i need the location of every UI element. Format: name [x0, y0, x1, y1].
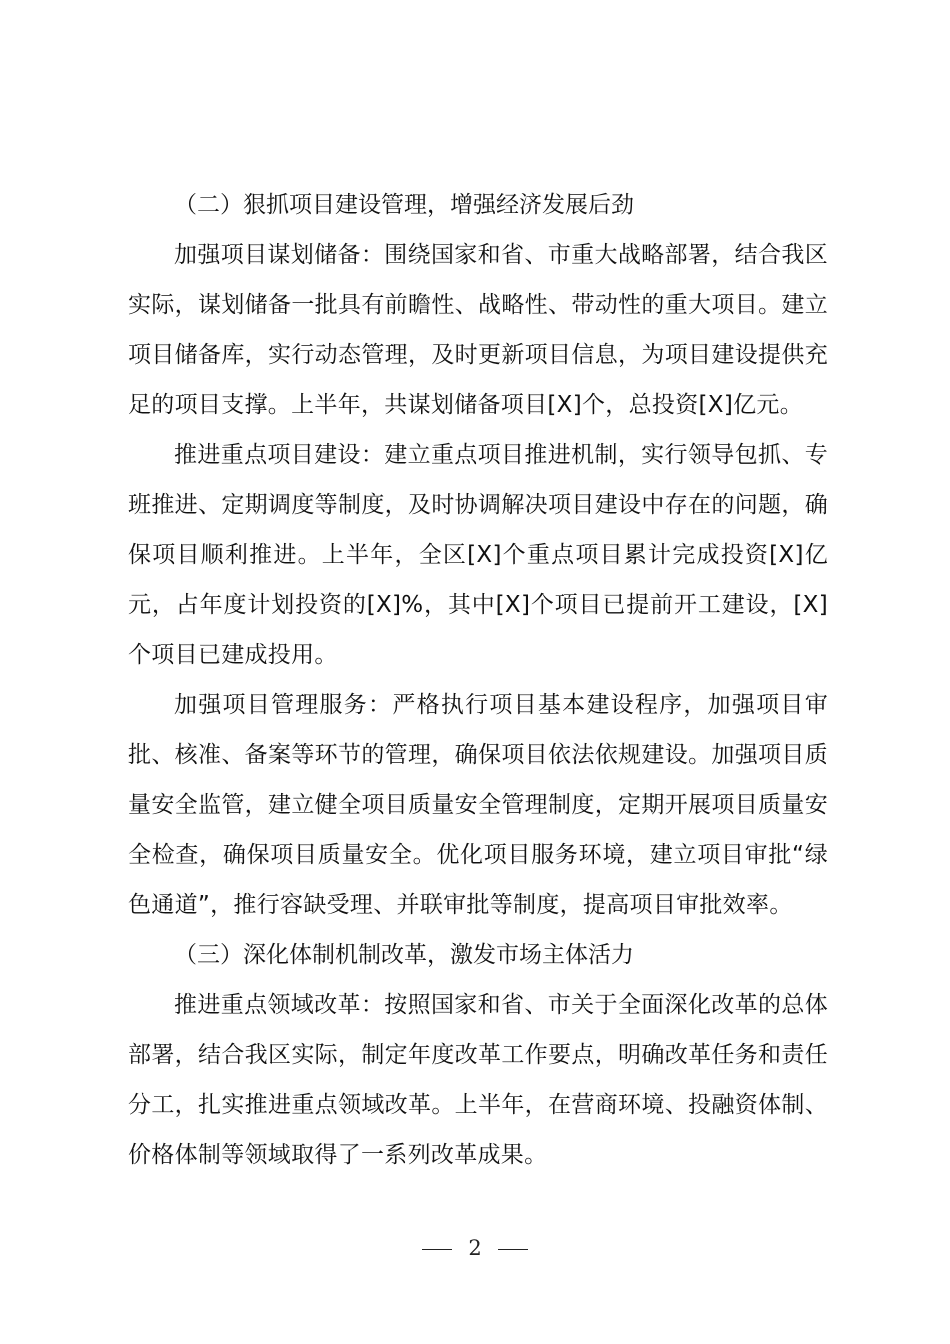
paragraph-project-planning: 加强项目谋划储备：围绕国家和省、市重大战略部署，结合我区实际，谋划储备一批具有前瞻性、战略性、带动性的重大项目。建立项目储备库，实行动态管理，及时更新项目信息，为项目建设提供充足的项目支撑。上半年，共谋划储备项目[X]个，总投资[X]亿元。 — [128, 242, 828, 418]
page-number: 2 — [468, 1236, 482, 1260]
paragraph-project-management: 加强项目管理服务：严格执行项目基本建设程序，加强项目审批、核准、备案等环节的管理，确保项目依法依规建设。加强项目质量安全监管，建立健全项目质量安全管理制度，定期开展项目质量安全检查，确保项目质量安全。优化项目服务环境，建立项目审批“绿色通道”，推行容缺受理、并联审批等制度，提高项目审批效率。 — [128, 692, 828, 918]
paragraph-key-reform: 推进重点领域改革：按照国家和省、市关于全面深化改革的总体部署，结合我区实际，制定年度改革工作要点，明确改革任务和责任分工，扎实推进重点领域改革。上半年，在营商环境、投融资体制、价格体制等领域取得了一系列改革成果。 — [128, 992, 828, 1168]
section-heading-3: （三）深化体制机制改革，激发市场主体活力 — [174, 942, 634, 968]
footer-dash-left — [422, 1249, 452, 1250]
paragraph-key-projects: 推进重点项目建设：建立重点项目推进机制，实行领导包抓、专班推进、定期调度等制度，及时协调解决项目建设中存在的问题，确保项目顺利推进。上半年，全区[X]个重点项目累计完成投资[X]亿元，占年度计划投资的[X]%，其中[X]个项目已提前开工建设，[X]个项目已建成投用。 — [128, 442, 828, 668]
footer-dash-right — [498, 1249, 528, 1250]
document-body — [128, 180, 828, 1180]
section-heading-2: （二）狠抓项目建设管理，增强经济发展后劲 — [174, 192, 634, 218]
page-footer — [0, 1236, 950, 1260]
